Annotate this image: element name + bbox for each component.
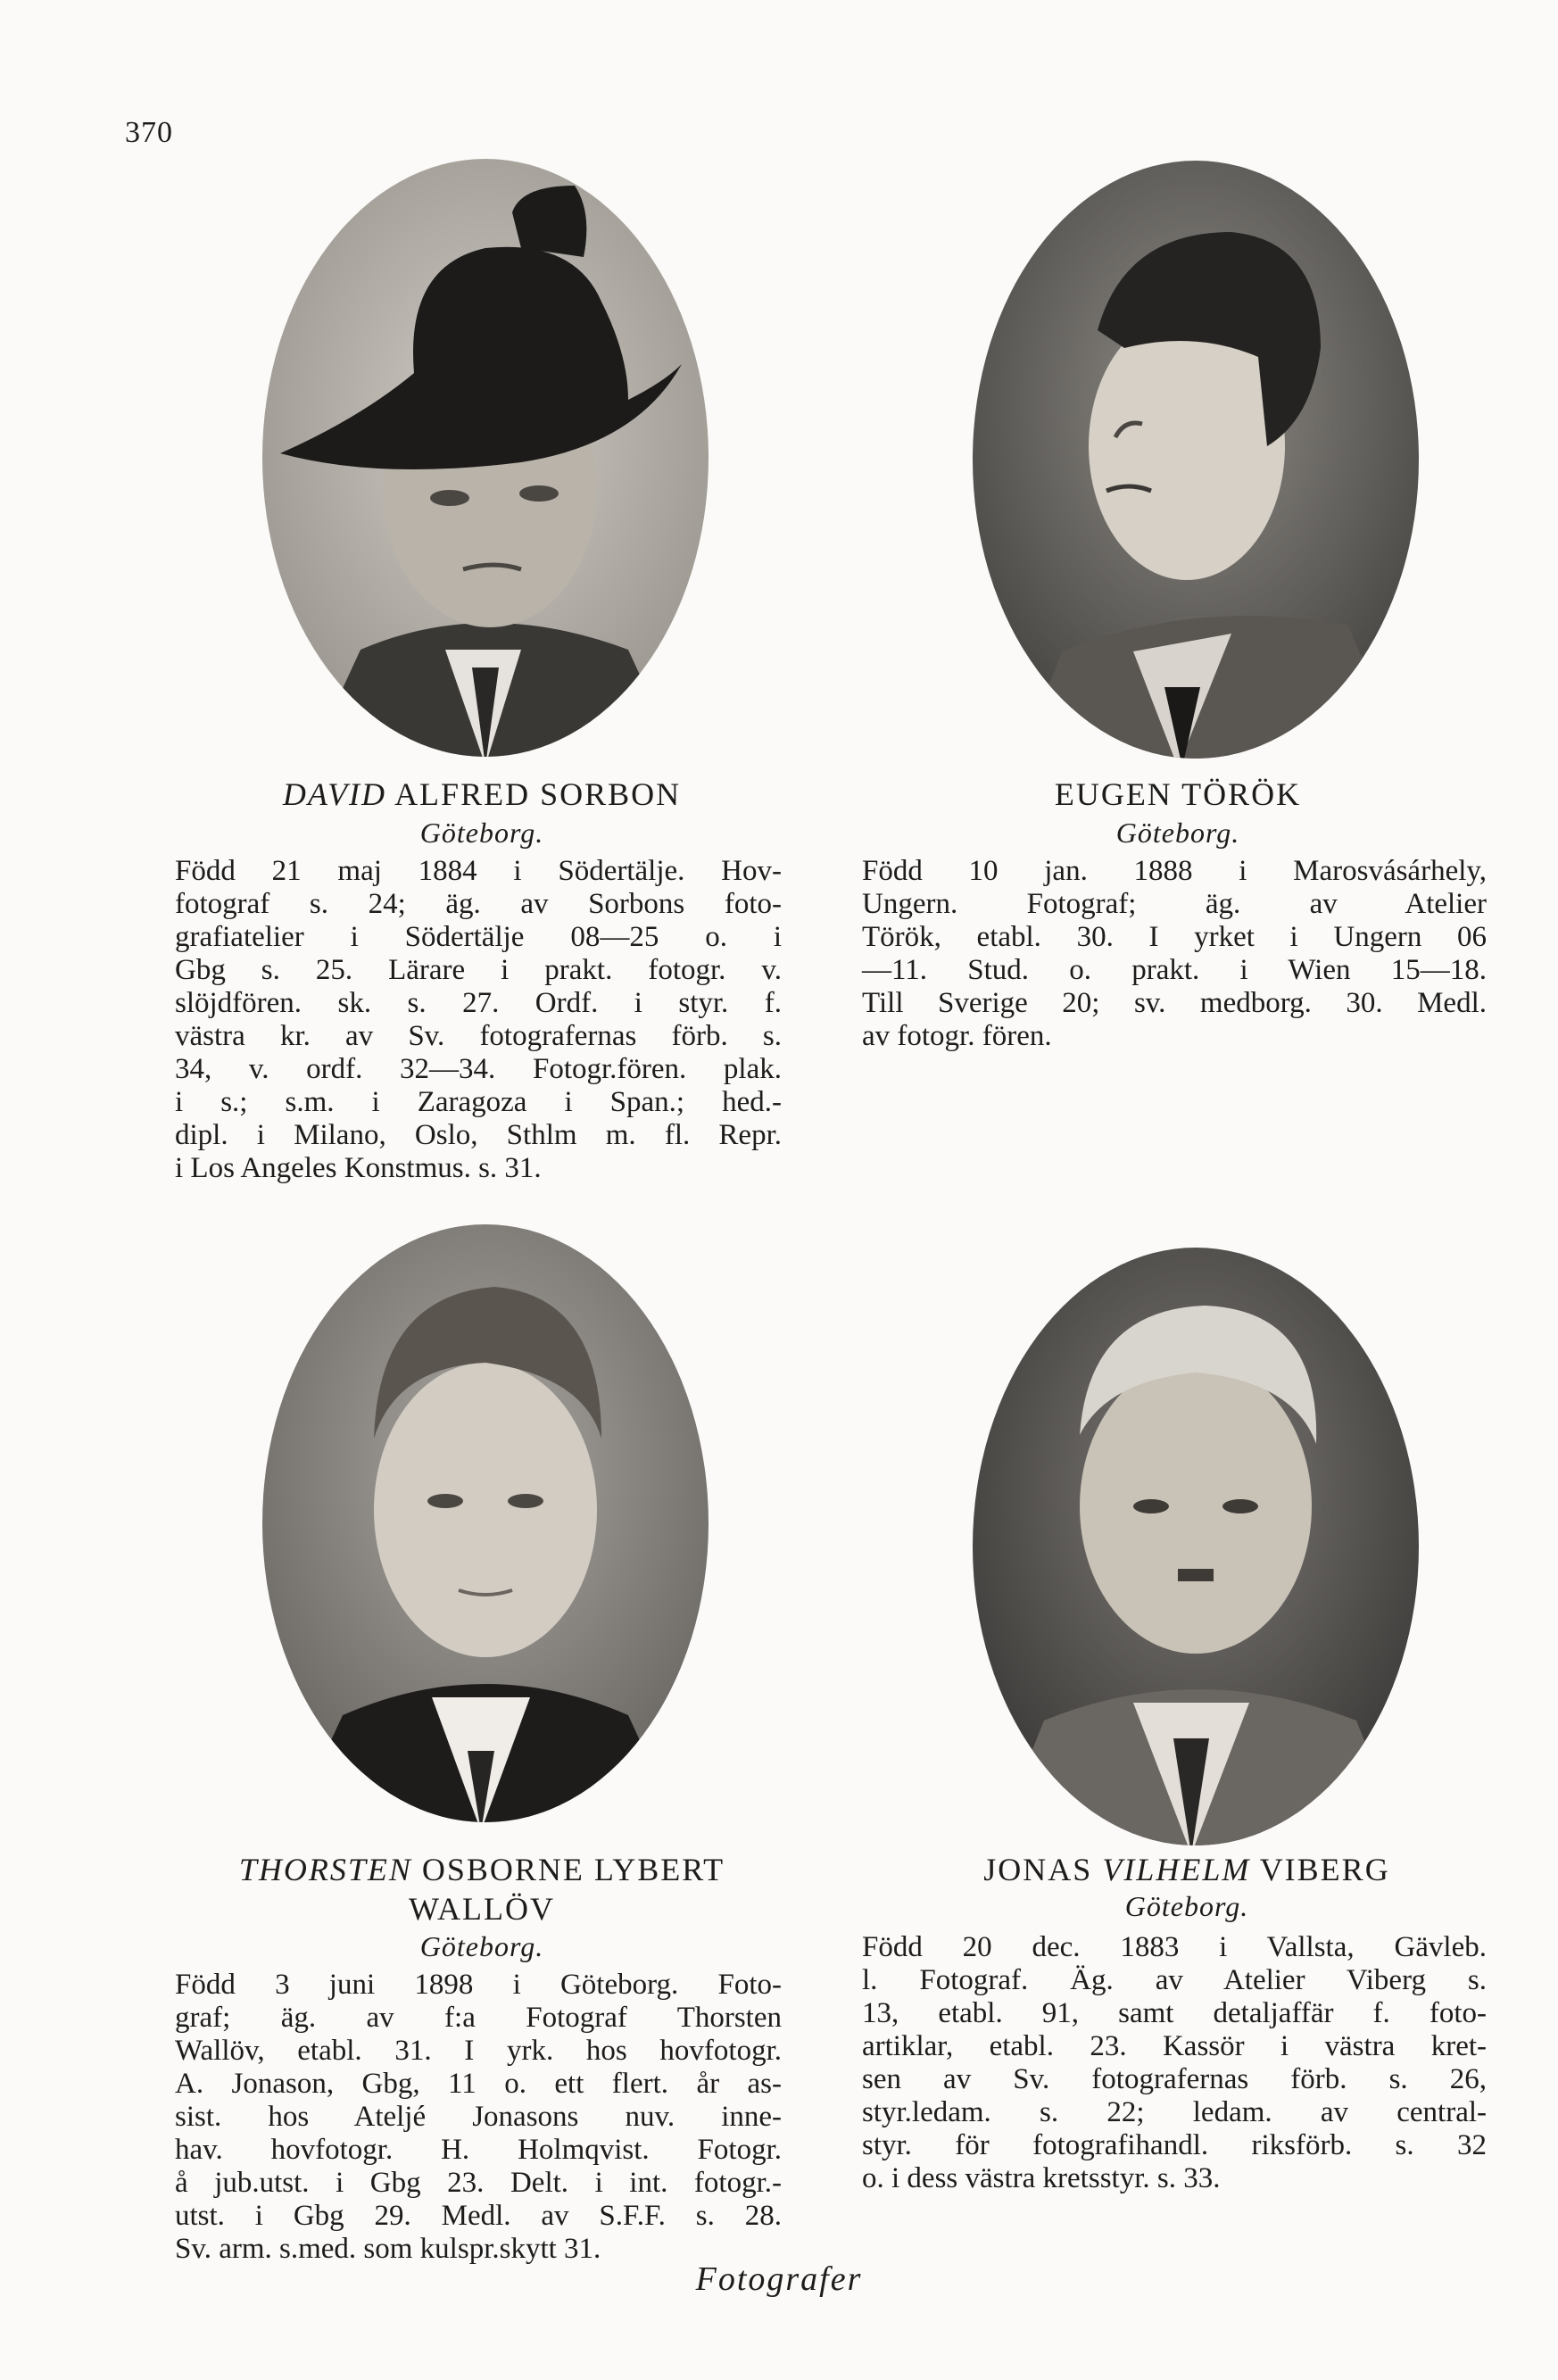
bio-line: utst. i Gbg 29. Medl. av S.F.F. s. 28.	[175, 2200, 782, 2232]
entry-bio	[175, 1969, 782, 2266]
entry-name	[178, 1850, 785, 1928]
bio-line: styr.ledam. s. 22; ledam. av central-	[862, 2096, 1487, 2128]
bio-line: sen av Sv. fotografernas förb. s. 26,	[862, 2063, 1487, 2095]
bio-line: Till Sverige 20; sv. medborg. 30. Medl.	[862, 987, 1487, 1019]
bio-line: l. Fotograf. Äg. av Atelier Viberg s.	[862, 1964, 1487, 1996]
bio-line: o. i dess västra kretsstyr. s. 33.	[862, 2162, 1221, 2194]
portrait-photo	[964, 1239, 1428, 1854]
bio-line: av fotogr. fören.	[862, 1020, 1052, 1052]
bio-line: Född 3 juni 1898 i Göteborg. Foto-	[175, 1969, 782, 2001]
portrait-eugen-torok	[964, 152, 1428, 767]
portrait-photo	[964, 152, 1428, 767]
bio-line: dipl. i Milano, Oslo, Sthlm m. fl. Repr.	[175, 1119, 782, 1151]
bio-line: styr. för fotografihandl. riksförb. s. 32	[862, 2129, 1487, 2161]
bio-line: grafiatelier i Södertälje 08—25 o. i	[175, 921, 782, 953]
entry-bio	[175, 855, 782, 1185]
page-number: 370	[125, 116, 173, 149]
portrait-thorsten-wallov	[253, 1215, 717, 1831]
bio-line: graf; äg. av f:a Fotograf Thorsten	[175, 2002, 782, 2034]
name-rest: EUGEN TÖRÖK	[1054, 776, 1302, 812]
entry-name	[892, 1850, 1481, 1889]
portrait-photo	[253, 1215, 717, 1831]
portrait-photo	[253, 150, 717, 766]
portrait-jonas-viberg	[964, 1239, 1428, 1854]
entry-bio	[862, 855, 1487, 1053]
name-rest: VIBERG	[1259, 1852, 1390, 1887]
bio-line: A. Jonason, Gbg, 11 o. ett flert. år as-	[175, 2068, 782, 2100]
entry-city: Göteborg.	[419, 817, 544, 849]
bio-line: Gbg s. 25. Lärare i prakt. fotogr. v.	[175, 954, 782, 986]
bio-line: artiklar, etabl. 23. Kassör i västra kret-	[862, 2030, 1487, 2062]
page-footer: Fotografer	[695, 2260, 863, 2298]
bio-line: Wallöv, etabl. 31. I yrk. hos hovfotogr.	[175, 2035, 782, 2067]
given-name-italic: DAVID	[282, 776, 387, 812]
entry-city: Göteborg.	[1115, 817, 1240, 849]
bio-line: Född 20 dec. 1883 i Vallsta, Gävleb.	[862, 1931, 1487, 1963]
bio-line: i s.; s.m. i Zaragoza i Span.; hed.-	[175, 1086, 782, 1118]
name-line2: WALLÖV	[409, 1891, 555, 1927]
name-pre: JONAS	[983, 1852, 1093, 1887]
bio-line: —11. Stud. o. prakt. i Wien 15—18.	[862, 954, 1487, 986]
entry-city: Göteborg.	[1124, 1890, 1249, 1922]
bio-line: i Los Angeles Konstmus. s. 31.	[175, 1152, 542, 1184]
name-rest: OSBORNE LYBERT	[421, 1852, 725, 1887]
bio-line: Török, etabl. 30. I yrket i Ungern 06	[862, 921, 1487, 953]
bio-line: Ungern. Fotograf; äg. av Atelier	[862, 888, 1487, 920]
bio-line: hav. hovfotogr. H. Holmqvist. Fotogr.	[175, 2134, 782, 2166]
bio-line: fotograf s. 24; äg. av Sorbons foto-	[175, 888, 782, 920]
bio-line: Sv. arm. s.med. som kulspr.skytt 31.	[175, 2233, 601, 2265]
given-name-italic: VILHELM	[1102, 1852, 1251, 1887]
bio-line: sist. hos Ateljé Jonasons nuv. inne-	[175, 2101, 782, 2133]
entry-name	[196, 775, 767, 814]
entry-bio	[862, 1931, 1487, 2195]
bio-line: slöjdfören. sk. s. 27. Ordf. i styr. f.	[175, 987, 782, 1019]
bio-line: västra kr. av Sv. fotografernas förb. s.	[175, 1020, 782, 1052]
entry-name	[892, 775, 1463, 814]
entry-city: Göteborg.	[419, 1930, 544, 1962]
bio-line: 34, v. ordf. 32—34. Fotogr.fören. plak.	[175, 1053, 782, 1085]
name-rest: ALFRED SORBON	[394, 776, 682, 812]
bio-line: å jub.utst. i Gbg 23. Delt. i int. fotogr.-	[175, 2167, 782, 2199]
bio-line: 13, etabl. 91, samt detaljaffär f. foto-	[862, 1997, 1487, 2029]
bio-line: Född 10 jan. 1888 i Marosvásárhely,	[862, 855, 1487, 887]
portrait-david-sorbon	[253, 150, 717, 766]
bio-line: Född 21 maj 1884 i Södertälje. Hov-	[175, 855, 782, 887]
given-name-italic: THORSTEN	[238, 1852, 412, 1887]
